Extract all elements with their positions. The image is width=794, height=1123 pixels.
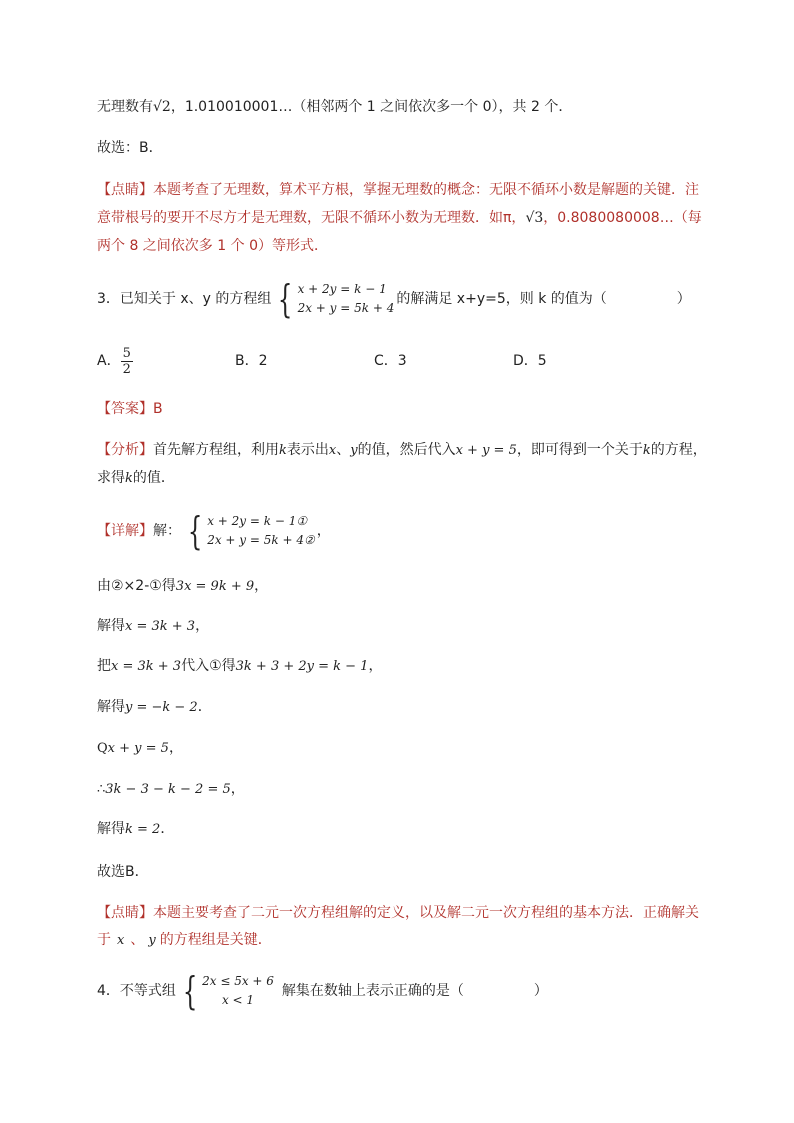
text: 解集在数轴上表示正确的是（ ）: [281, 983, 548, 999]
note-tag: 【点睛】: [97, 905, 153, 921]
text: x = 3k + 3: [125, 619, 196, 634]
text: 的值，然后代入: [357, 442, 456, 458]
text: 求得: [97, 470, 125, 486]
text: y = −k − 2: [125, 700, 198, 715]
text: 2x + y = 5k + 4②: [207, 533, 315, 547]
text: 解得: [97, 821, 125, 837]
text: ∴: [97, 782, 106, 797]
text: [298, 280, 395, 318]
text: 表示出: [286, 442, 329, 458]
text: x + 2y = k − 1: [297, 282, 387, 296]
text: 3x = 9k + 9: [175, 579, 255, 594]
text: Q: [97, 741, 108, 756]
analysis-line-2: [97, 468, 175, 489]
text: 于: [97, 932, 111, 948]
brace: {: [278, 277, 293, 321]
text: 的值．: [132, 470, 175, 486]
answer-line: [97, 399, 163, 419]
text: 解得: [97, 699, 125, 715]
text: ，: [316, 523, 331, 539]
answer-tag: 【答案】: [97, 401, 153, 417]
sqrt-3: √3: [525, 210, 544, 226]
text: 4．不等式组: [97, 983, 176, 999]
text: [202, 972, 274, 1010]
note2-line-1: [97, 903, 699, 923]
text: [207, 512, 315, 550]
text: 5: [122, 345, 131, 361]
note-line-2: [97, 208, 702, 228]
text: ，: [195, 618, 210, 634]
step-7: [97, 819, 174, 840]
step-1: [97, 576, 268, 597]
text: 故选B．: [97, 864, 149, 880]
text: ，0.8080080008…（每: [543, 210, 702, 226]
text: 3k − 3 − k − 2 = 5: [105, 782, 231, 797]
equation-system: [273, 277, 395, 321]
note2-line-2: [97, 930, 272, 951]
sqrt-2: √2: [153, 99, 171, 115]
brace: {: [187, 509, 203, 553]
option-d: D．5: [513, 353, 547, 369]
detail-line: [97, 509, 331, 553]
fraction: [121, 346, 133, 377]
text: 本题考查了无理数，算术平方根，掌握无理数的概念：无限不循环小数是解题的关键．注: [153, 182, 699, 198]
analysis-line-1: [97, 440, 707, 461]
option-a: [97, 344, 235, 378]
step-3: [97, 656, 382, 677]
text: 故选：B．: [97, 140, 163, 156]
text: x: [117, 933, 125, 948]
question-4: [97, 969, 548, 1013]
inequality-system: [178, 969, 274, 1013]
text: k: [279, 443, 287, 458]
text: 的方程组是关键．: [159, 932, 272, 948]
text: 把: [97, 658, 111, 674]
text: 无理数有: [97, 99, 153, 115]
text: 2: [122, 361, 131, 377]
text: 2x ≤ 5x + 6: [202, 974, 274, 988]
text: 、: [130, 932, 145, 948]
text: 首先解方程组，利用: [153, 442, 279, 458]
option-b: B．2: [235, 353, 268, 369]
text: 3k + 3 + 2y = k − 1: [235, 659, 369, 674]
text: ，即可得到一个关于: [516, 442, 643, 458]
text: 解：: [153, 523, 181, 539]
note-tag: 【点睛】: [97, 182, 153, 198]
text: 两个 8 之间依次多 1 个 0）等形式．: [97, 238, 328, 254]
text: A．: [97, 353, 121, 369]
note-line-3: [97, 236, 328, 256]
text: 由②×2-①得: [97, 578, 176, 594]
text: k: [125, 471, 133, 486]
question-3: [97, 277, 691, 321]
text: k = 2: [125, 822, 161, 837]
detail-tag: 【详解】: [97, 523, 153, 539]
choice-line-1: [97, 138, 163, 158]
text: x < 1: [221, 993, 255, 1007]
text: 的方程，: [650, 442, 707, 458]
step-5: [97, 738, 183, 759]
text: x + y = 5: [107, 741, 169, 756]
text: 、: [336, 442, 351, 458]
text: ．: [197, 699, 212, 715]
text: ．: [160, 821, 175, 837]
brace: {: [182, 969, 198, 1013]
text: ，: [168, 740, 183, 756]
text: x: [328, 443, 337, 458]
equation-system: [183, 509, 315, 553]
text: x + y = 5: [455, 443, 517, 458]
text: 2x + y = 5k + 4: [297, 301, 395, 315]
text: y: [148, 933, 156, 948]
step-2: [97, 616, 209, 637]
text: 的解满足 x+y=5，则 k 的值为（ ）: [396, 291, 691, 307]
analysis-tag: 【分析】: [97, 442, 153, 458]
text: ，1.010010001…（相邻两个 1 之间依次多一个 0），共 2 个．: [170, 99, 573, 115]
text: 代入①得: [181, 658, 236, 674]
irrational-count-line: [97, 97, 572, 117]
step-8: [97, 862, 149, 882]
text: 本题主要考查了二元一次方程组解的定义，以及解二元一次方程组的基本方法．正确解关: [153, 905, 699, 921]
text: k: [642, 443, 651, 458]
text: B: [153, 401, 163, 417]
text: ，: [254, 578, 269, 594]
question-3-options: [97, 344, 547, 378]
option-c: C．3: [374, 353, 407, 369]
text: 意带根号的要开不尽方才是无理数，无限不循环小数为无理数．如π，: [97, 210, 526, 226]
step-4: [97, 697, 212, 718]
note-line-1: [97, 180, 699, 200]
text: ，: [230, 781, 245, 797]
text: x = 3k + 3: [111, 659, 182, 674]
text: y: [350, 443, 358, 458]
text: x + 2y = k − 1①: [207, 514, 308, 528]
text: ，: [368, 658, 383, 674]
text: 3．已知关于 x、y 的方程组: [97, 291, 272, 307]
step-6: [97, 779, 245, 800]
text: 解得: [97, 618, 125, 634]
